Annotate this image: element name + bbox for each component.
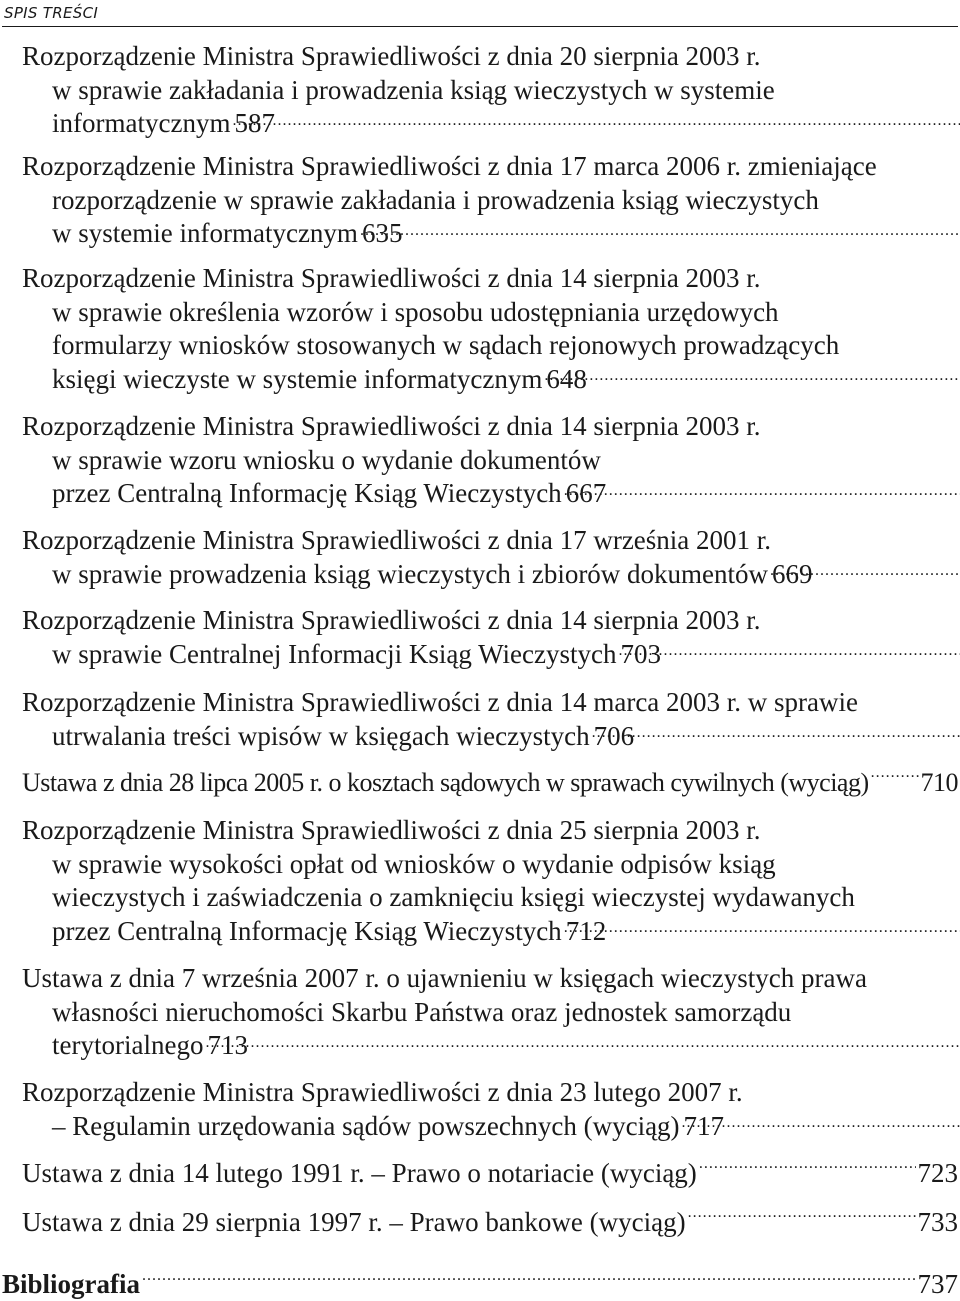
dot-leader: [699, 1155, 916, 1182]
toc-entry-text: terytorialnego: [52, 1030, 204, 1061]
toc-entry-text: Ustawa z dnia 28 lipca 2005 r. o kosztach sądowych w sprawach cywilnych (wyciąg): [22, 768, 869, 797]
toc-entry-line: Rozporządzenie Ministra Sprawiedliwości z dnia 25 sierpnia 2003 r.: [22, 815, 761, 845]
toc-entry-line: Rozporządzenie Ministra Sprawiedliwości z dnia 14 sierpnia 2003 r.: [22, 605, 761, 635]
toc-entry-final-line: [22, 1155, 958, 1191]
toc-entry-line: Rozporządzenie Ministra Sprawiedliwości z dnia 14 marca 2003 r. w sprawie: [22, 687, 858, 717]
toc-entry-line: Rozporządzenie Ministra Sprawiedliwości z dnia 20 sierpnia 2003 r.: [22, 41, 761, 71]
dot-leader: [871, 765, 919, 791]
toc-entry-text: przez Centralną Informację Ksiąg Wieczystych: [52, 915, 562, 946]
toc-entry[interactable]: [22, 1155, 958, 1191]
toc-entry-final-line: [22, 558, 958, 592]
toc-entry-line: w sprawie wzoru wniosku o wydanie dokumentów: [52, 444, 601, 475]
toc-entry[interactable]: [22, 150, 958, 251]
toc-entry-text: Ustawa z dnia 14 lutego 1991 r. – Prawo o notariacie (wyciąg): [22, 1158, 697, 1188]
toc-entry-text: Ustawa z dnia 29 sierpnia 1997 r. – Prawo bankowe (wyciąg): [22, 1207, 686, 1237]
page-number: 723: [917, 1158, 958, 1188]
toc-entry-line: Ustawa z dnia 7 września 2007 r. o ujawnieniu w księgach wieczystych prawa: [22, 963, 867, 993]
page-number: 710: [920, 768, 958, 797]
toc-entry-line: własności nieruchomości Skarbu Państwa oraz jednostek samorządu: [52, 996, 792, 1027]
toc-entry[interactable]: [22, 765, 958, 800]
page-number: 667: [565, 478, 607, 509]
page-number: 669: [772, 558, 813, 589]
toc-entry-text: przez Centralną Informację Ksiąg Wieczystych: [52, 478, 562, 509]
page-number: 737: [917, 1269, 958, 1299]
dot-leader: [142, 1266, 915, 1293]
toc-entry-line: formularzy wniosków stosowanych w sądach rejonowych prowadzących: [52, 330, 840, 361]
toc-entry-final-line: [22, 915, 958, 949]
toc-entry-final-line: [22, 363, 958, 397]
toc-entry-line: wieczystych i zaświadczenia o zamknięciu księgi wieczystej wydawanych: [52, 882, 855, 913]
toc-entry[interactable]: [22, 1204, 958, 1240]
toc-entry-final-line: [22, 477, 958, 511]
toc-entry-bibliography[interactable]: [2, 1266, 958, 1301]
toc-entry[interactable]: [22, 262, 958, 396]
toc-entry[interactable]: [22, 604, 958, 671]
toc-entry-final-line: [22, 765, 958, 800]
toc-entry-final-line: [22, 638, 958, 672]
page-number: 648: [546, 363, 587, 394]
toc-entry[interactable]: [22, 524, 958, 591]
toc-entry-line: w sprawie zakładania i prowadzenia ksiąg wieczystych w systemie: [52, 74, 775, 105]
toc-entry[interactable]: [22, 814, 958, 948]
dot-leader: [688, 1204, 916, 1231]
page-number: 587: [234, 108, 275, 139]
running-header: [2, 2, 958, 27]
toc-entry-text: utrwalania treści wpisów w księgach wieczystych: [52, 720, 590, 751]
toc-entry-text: w sprawie prowadzenia ksiąg wieczystych i zbiorów dokumentów: [52, 558, 769, 589]
toc-entry-line: Rozporządzenie Ministra Sprawiedliwości z dnia 23 lutego 2007 r.: [22, 1077, 743, 1107]
toc-entry-final-line: [22, 107, 958, 141]
toc-entry[interactable]: [22, 410, 958, 511]
toc-entry-text: – Regulamin urzędowania sądów powszechnych (wyciąg): [52, 1110, 680, 1141]
toc-entry-line: rozporządzenie w sprawie zakładania i prowadzenia ksiąg wieczystych: [52, 184, 819, 215]
toc-entry-line: Rozporządzenie Ministra Sprawiedliwości z dnia 17 marca 2006 r. zmieniające: [22, 151, 877, 181]
toc-entry[interactable]: [22, 40, 958, 141]
page-number: 712: [565, 915, 607, 946]
page-number: 635: [361, 218, 403, 249]
page-number: 733: [917, 1207, 958, 1237]
toc-entry-line: Rozporządzenie Ministra Sprawiedliwości z dnia 14 sierpnia 2003 r.: [22, 411, 761, 441]
toc-entry-line: Rozporządzenie Ministra Sprawiedliwości z dnia 17 września 2001 r.: [22, 525, 772, 555]
toc-entry-text: księgi wieczyste w systemie informatycznym: [52, 363, 543, 394]
page-number: 703: [620, 638, 661, 669]
section-title: SPIS TREŚCI: [4, 4, 99, 22]
toc-entry[interactable]: [22, 962, 958, 1063]
page-number: 706: [593, 720, 635, 751]
toc-entry-text: w sprawie Centralnej Informacji Ksiąg Wieczystych: [52, 638, 617, 669]
toc-entry-line: w sprawie określenia wzorów i sposobu udostępniania urzędowych: [52, 296, 779, 327]
toc-entry[interactable]: [22, 686, 958, 753]
toc-entry-final-line: [22, 217, 958, 251]
toc-entry-text: informatycznym: [52, 108, 231, 139]
toc-entry-final-line: [22, 720, 958, 754]
toc-entry-final-line: [22, 1029, 958, 1063]
toc-entry[interactable]: [22, 1076, 958, 1143]
toc-entry-text: w systemie informatycznym: [52, 218, 358, 249]
toc-entry-line: w sprawie wysokości opłat od wniosków o wydanie odpisów ksiąg: [52, 848, 776, 879]
toc-entry-line: Rozporządzenie Ministra Sprawiedliwości z dnia 14 sierpnia 2003 r.: [22, 263, 761, 293]
toc-entry-final-line: [22, 1204, 958, 1240]
page-number: 713: [207, 1030, 248, 1061]
toc-entry-final-line: [22, 1110, 958, 1144]
bibliography-label: Bibliografia: [2, 1269, 141, 1299]
page-number: 717: [683, 1110, 725, 1141]
